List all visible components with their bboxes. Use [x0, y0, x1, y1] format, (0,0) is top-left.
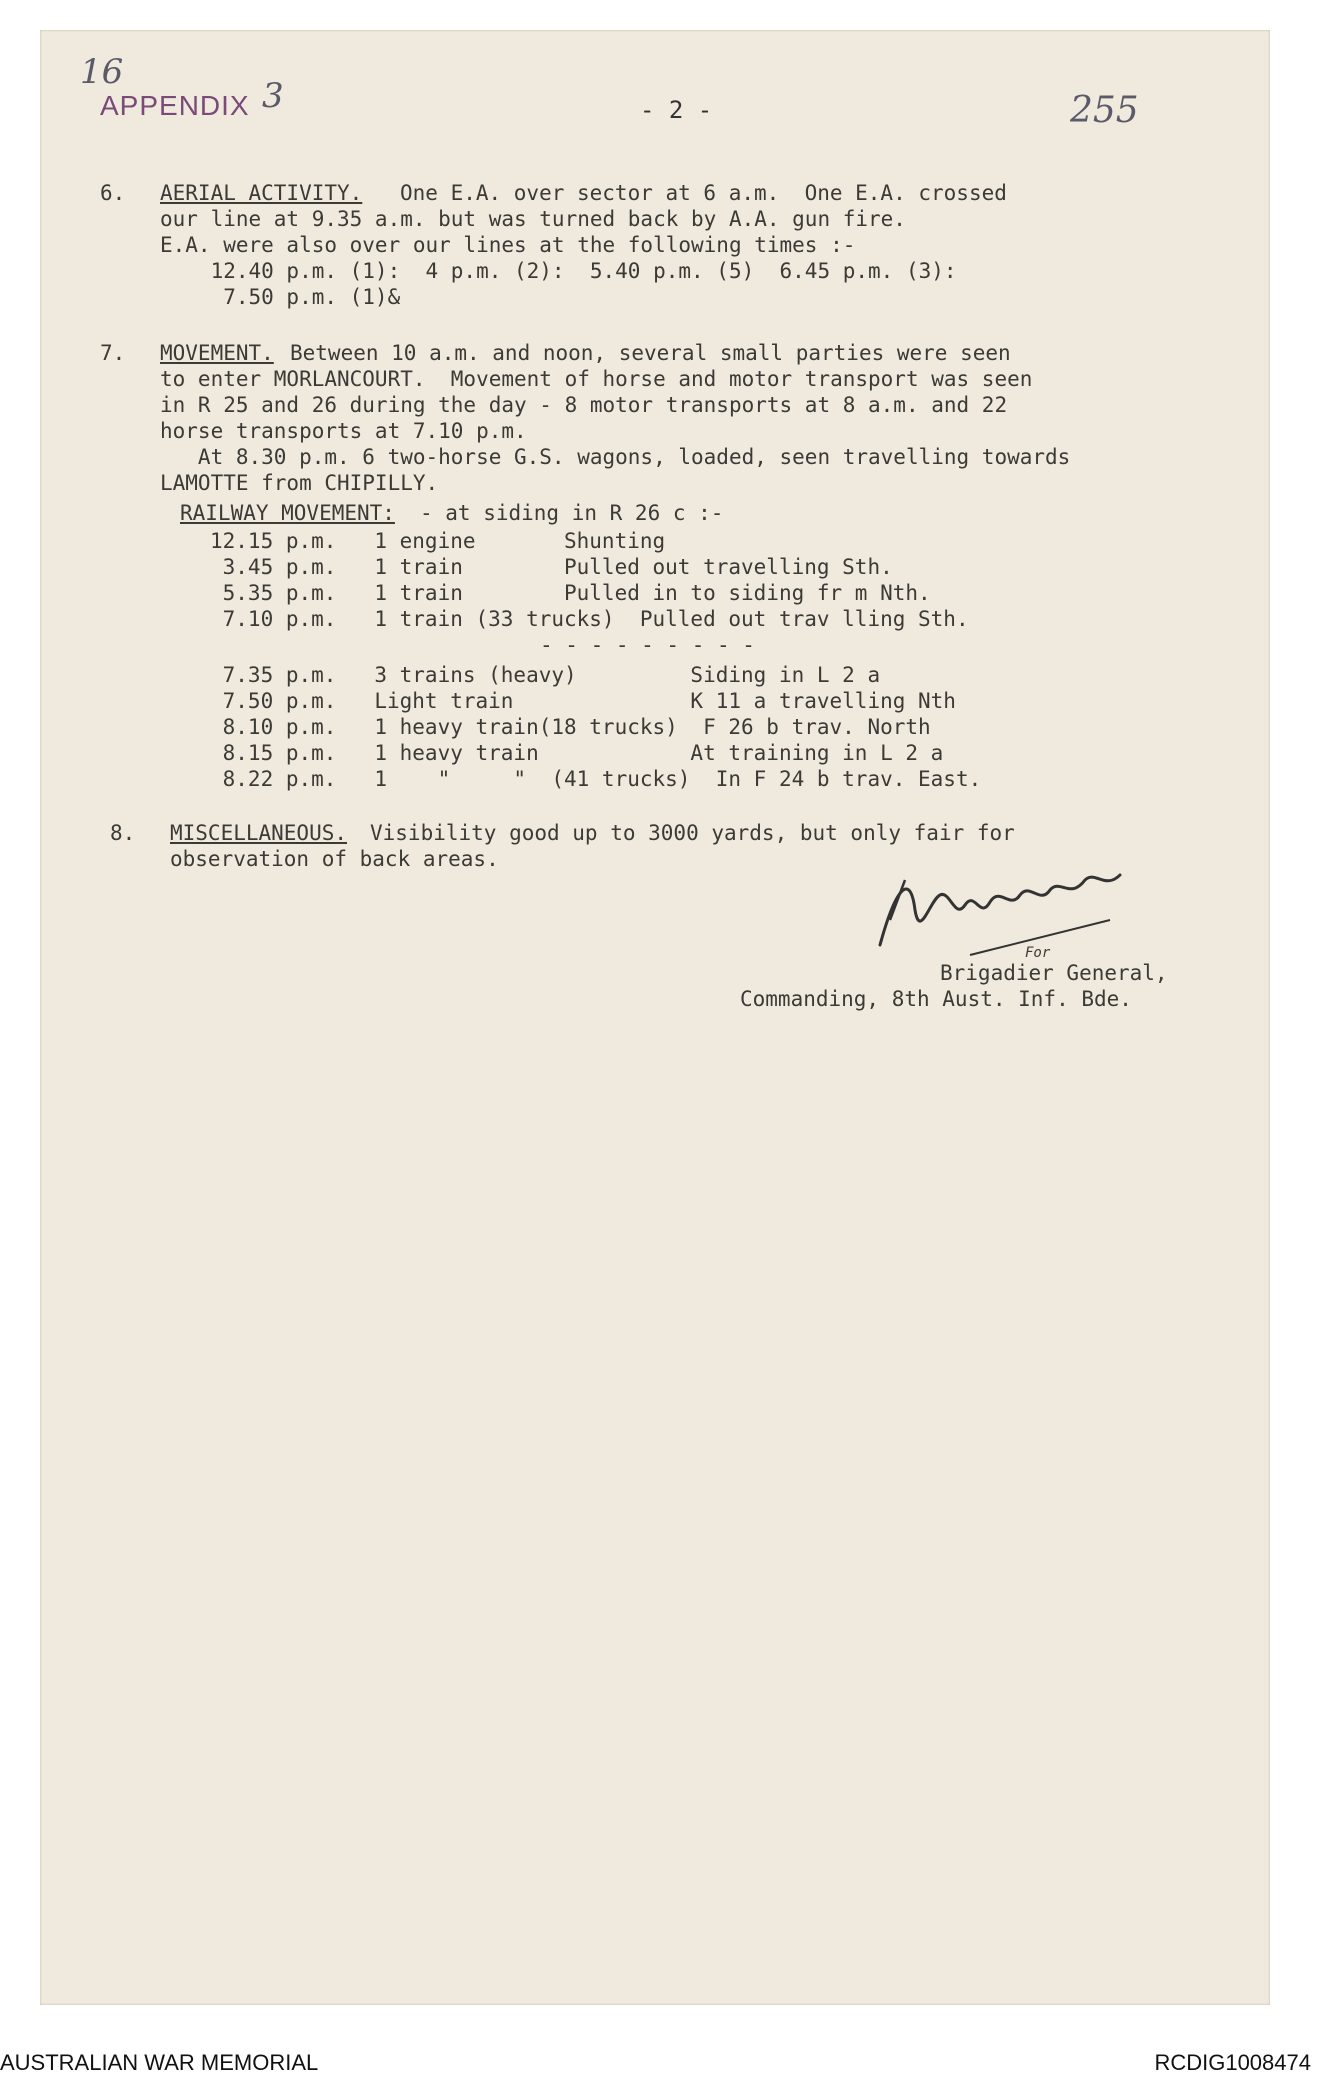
handwritten-signature [870, 850, 1170, 970]
railway-intro: - at siding in R 26 c :- [420, 501, 724, 525]
signature-for-note: For [1025, 945, 1051, 961]
railway-separator: - - - - - - - - - [540, 633, 755, 657]
railway-row: 5.35 p.m. 1 train Pulled in to siding fr m Nth. [210, 581, 931, 605]
movement-line-2: to enter MORLANCOURT. Movement of horse and motor transport was seen [160, 367, 1033, 391]
misc-line-1: Visibility good up to 3000 yards, but only fair for [370, 821, 1015, 845]
railway-row: 3.45 p.m. 1 train Pulled out travelling Sth. [210, 555, 893, 579]
movement-line-6: LAMOTTE from CHIPILLY. [160, 471, 439, 495]
railway-row: 8.22 p.m. 1 " " (41 trucks) In F 24 b trav. East. [210, 767, 982, 791]
section-heading-misc: MISCELLANEOUS. [170, 821, 348, 845]
section-heading-aerial: AERIAL ACTIVITY. [160, 181, 363, 205]
footer-right: RCDIG1008474 [1154, 2050, 1311, 2075]
railway-row: 8.15 p.m. 1 heavy train At training in L 2 a [210, 741, 944, 765]
railway-row: 7.10 p.m. 1 train (33 trucks) Pulled out trav lling Sth. [210, 607, 969, 631]
signature-title-1: Brigadier General, [940, 961, 1168, 985]
section-heading-movement: MOVEMENT. [160, 341, 274, 365]
appendix-stamp: APPENDIX [100, 90, 250, 121]
section-number-8: 8. [110, 821, 136, 845]
appendix-number: 3 [262, 76, 284, 116]
railway-row: 12.15 p.m. 1 engine Shunting [210, 529, 666, 553]
railway-row: 7.35 p.m. 3 trains (heavy) Siding in L 2 a [210, 663, 881, 687]
page-marker: - 2 - [640, 96, 713, 124]
railway-row: 8.10 p.m. 1 heavy train(18 trucks) F 26 b trav. North [210, 715, 931, 739]
movement-line-1: Between 10 a.m. and noon, several small parties were seen [290, 341, 1011, 365]
aerial-line-3: E.A. were also over our lines at the following times :- [160, 233, 856, 257]
misc-line-2: observation of back areas. [170, 847, 499, 871]
railway-row: 7.50 p.m. Light train K 11 a travelling Nth [210, 689, 956, 713]
movement-line-4: horse transports at 7.10 p.m. [160, 419, 527, 443]
aerial-line-2: our line at 9.35 a.m. but was turned back by A.A. gun fire. [160, 207, 906, 231]
folio-number: 255 [1070, 90, 1139, 131]
aerial-line-1: One E.A. over sector at 6 a.m. One E.A. crossed [400, 181, 1007, 205]
document-page [40, 30, 1270, 2005]
signature-title-2: Commanding, 8th Aust. Inf. Bde. [740, 987, 1132, 1011]
aerial-line-4: 12.40 p.m. (1): 4 p.m. (2): 5.40 p.m. (5) 6.45 p.m. (3): [160, 259, 957, 283]
corner-number: 16 [80, 52, 124, 92]
footer-left: AUSTRALIAN WAR MEMORIAL [0, 2050, 319, 2075]
movement-line-3: in R 25 and 26 during the day - 8 motor transports at 8 a.m. and 22 [160, 393, 1008, 417]
section-number-6: 6. [100, 181, 126, 205]
railway-heading: RAILWAY MOVEMENT: [180, 501, 395, 525]
aerial-line-5: 7.50 p.m. (1)& [160, 285, 401, 309]
movement-line-5: At 8.30 p.m. 6 two-horse G.S. wagons, loaded, seen travelling towards [160, 445, 1071, 469]
section-number-7: 7. [100, 341, 126, 365]
